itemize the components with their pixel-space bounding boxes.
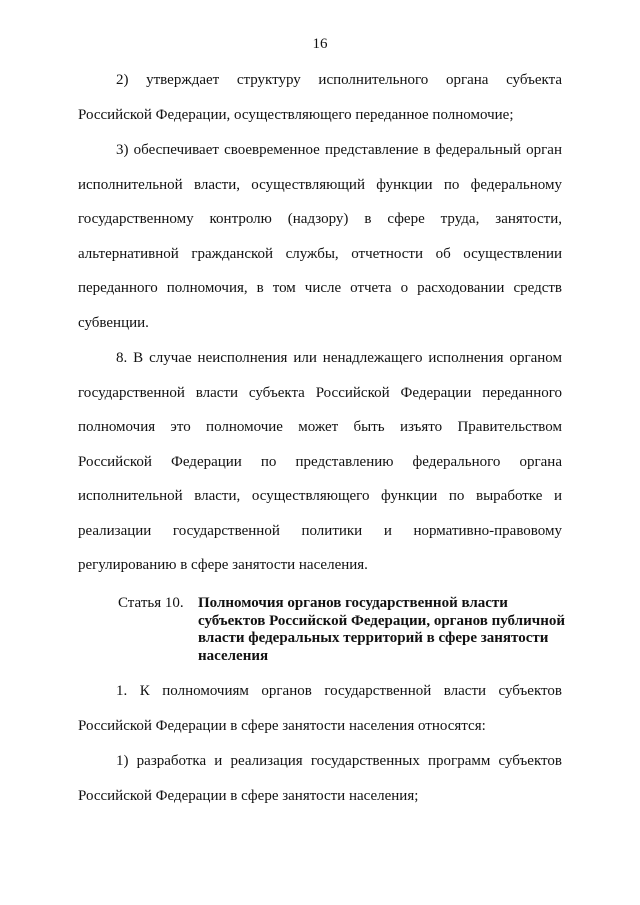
paragraph-article-10-item-1 <box>78 674 562 743</box>
paragraph-line: 1) разработка и реализация государственных программ субъектов <box>116 753 562 769</box>
paragraph-item-8 <box>78 341 562 583</box>
paragraph-line: исполнительной власти, осуществляющего функции по выработке и <box>78 488 562 504</box>
article-title-line: Полномочия органов государственной власти <box>198 595 508 611</box>
article-title-line: населения <box>198 647 269 664</box>
paragraph-line: государственной власти субъекта Российской Федерации переданного <box>78 384 562 401</box>
paragraph-line: полномочия это полномочие может быть изъято Правительством <box>78 419 562 435</box>
paragraph-line: переданного полномочия, в том числе отчета о расходовании средств <box>78 280 562 296</box>
paragraph-line: Российской Федерации, осуществляющего переданное полномочие; <box>78 106 514 123</box>
paragraph-approves-structure <box>78 63 562 132</box>
article-title-line: субъектов Российской Федерации, органов публичной <box>198 612 565 629</box>
paragraph-line: Российской Федерации в сфере занятости населения; <box>78 787 419 804</box>
paragraph-line: 2) утверждает структуру исполнительного органа субъекта <box>116 72 562 88</box>
paragraph-line: реализации государственной политики и нормативно-правовому <box>78 522 562 539</box>
paragraph-line: субвенции. <box>78 314 149 331</box>
paragraph-line: 3) обеспечивает своевременное представление в федеральный орган <box>116 142 562 158</box>
paragraph-article-10-subitem-1 <box>78 744 562 813</box>
paragraph-line: 1. К полномочиям органов государственной власти субъектов <box>116 683 562 699</box>
paragraph-line: Российской Федерации в сфере занятости населения относятся: <box>78 717 486 734</box>
paragraph-line: исполнительной власти, осуществляющий функции по федеральному <box>78 176 562 193</box>
article-title-line: власти федеральных территорий в сфере занятости <box>198 630 549 646</box>
paragraph-line: государственному контролю (надзору) в сфере труда, занятости, <box>78 211 562 227</box>
article-title <box>198 595 565 665</box>
paragraph-line: альтернативной гражданской службы, отчетности об осуществлении <box>78 245 562 262</box>
paragraph-provides-reports <box>78 133 562 340</box>
article-label: Статья 10. <box>118 595 184 611</box>
paragraph-line: 8. В случае неисполнения или ненадлежащего исполнения органом <box>116 350 562 366</box>
paragraph-line: регулированию в сфере занятости населения. <box>78 557 368 573</box>
page-number: 16 <box>312 36 328 52</box>
paragraph-line: Российской Федерации по представлению федерального органа <box>78 453 562 470</box>
